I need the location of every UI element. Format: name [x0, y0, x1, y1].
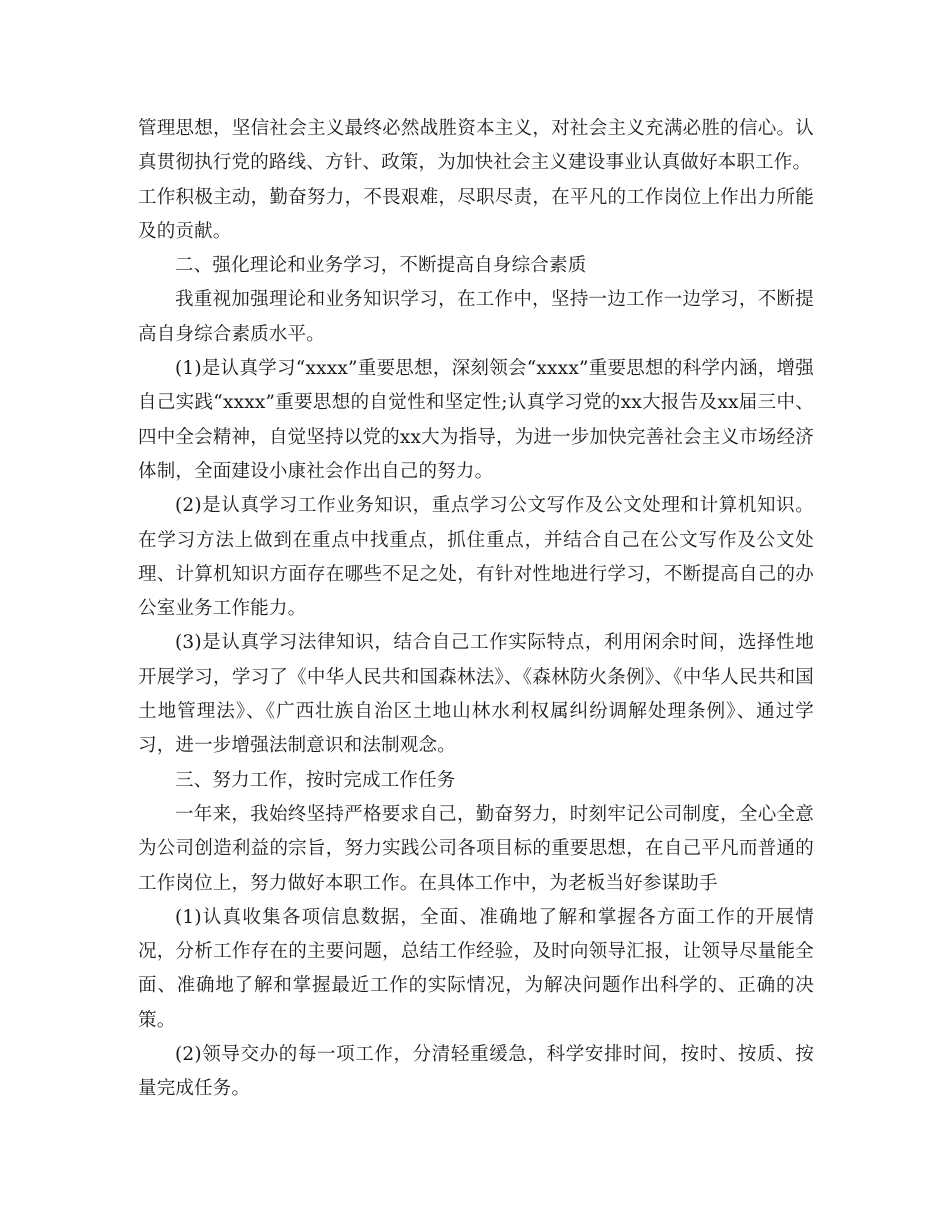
- document-body: [138, 112, 814, 1107]
- section-heading-3: 三、努力工作，按时完成工作任务: [175, 769, 456, 791]
- paragraph-7: 一年来，我始终坚持严格要求自己，勤奋努力，时刻牢记公司制度，全心全意为公司创造利益的宗旨，努力实践公司各项目标的重要思想，在自己平凡而普通的工作岗位上，努力做好本职工作。在具体工作中，为老板当好参谋助手: [138, 803, 814, 894]
- section-heading-2: 二、强化理论和业务学习，不断提高自身综合素质: [175, 255, 587, 277]
- paragraph-8: (1)认真收集各项信息数据，全面、准确地了解和掌握各方面工作的开展情况，分析工作存在的主要问题，总结工作经验，及时向领导汇报，让领导尽量能全面、准确地了解和掌握最近工作的实际情况，为解决问题作出科学的、正确的决策。: [138, 906, 814, 1031]
- paragraph-3: 我重视加强理论和业务知识学习，在工作中，坚持一边工作一边学习，不断提高自身综合素质水平。: [138, 289, 814, 345]
- paragraph-2: 工作积极主动，勤奋努力，不畏艰难，尽职尽责，在平凡的工作岗位上作出力所能及的贡献。: [138, 186, 814, 242]
- paragraph-4: (1)是认真学习“xxxx”重要思想，深刻领会“xxxx”重要思想的科学内涵，增强自己实践“xxxx”重要思想的自觉性和坚定性;认真学习党的xx大报告及xx届三中、四中全会精神，自觉坚持以党的xx大为指导，为进一步加快完善社会主义市场经济体制，全面建设小康社会作出自己的努力。: [138, 358, 814, 482]
- paragraph-9: (2)领导交办的每一项工作，分清轻重缓急，科学安排时间，按时、按质、按量完成任务。: [138, 1044, 814, 1100]
- paragraph-1: 管理思想，坚信社会主义最终必然战胜资本主义，对社会主义充满必胜的信心。认真贯彻执行党的路线、方针、政策，为加快社会主义建设事业认真做好本职工作。: [138, 118, 814, 174]
- paragraph-5: (2)是认真学习工作业务知识，重点学习公文写作及公文处理和计算机知识。在学习方法上做到在重点中找重点，抓住重点，并结合自己在公文写作及公文处理、计算机知识方面存在哪些不足之处，有针对性地进行学习，不断提高自己的办公室业务工作能力。: [138, 495, 814, 620]
- paragraph-6: (3)是认真学习法律知识，结合自己工作实际特点，利用闲余时间，选择性地开展学习，学习了《中华人民共和国森林法》、《森林防火条例》、《中华人民共和国土地管理法》、《广西壮族自治区土地山林水利权属纠纷调解处理条例》、通过学习，进一步增强法制意识和法制观念。: [138, 632, 814, 757]
